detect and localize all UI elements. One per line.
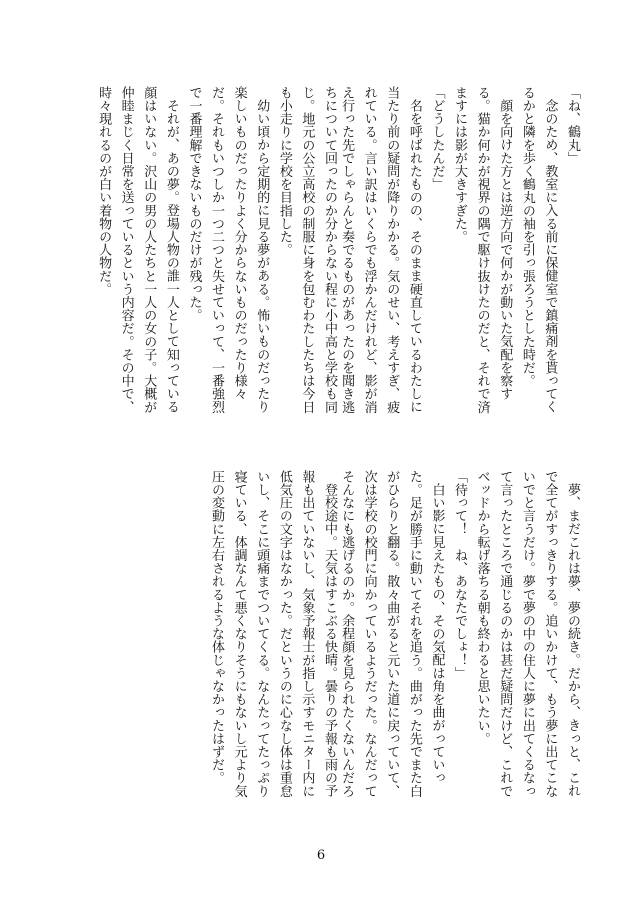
paragraph: 夢、まだこれは夢、夢の続き。だから、きっと、これで全てがすっきりする。追いかけて、もう夢に出てこないでと言うだけ。夢で夢の中の住人に夢に出てくるなって言ったところで通じるのかは甚だ疑問だけど、これでベッドから転げ落ちる朝も終わると思いたい。 [474, 470, 580, 798]
paragraph: 登校途中。天気はすこぶる快晴。曇りの予報も雨の予報も出ていないし、気象予報士が指し示すモニター内に低気圧の文字はなかった。だというのに心なし体は重怠いし、そこに頭痛までついてくる。なんたってたっぷり寝ている、体調なんて悪くなりそうにもないし元より気圧の変動に左右されるような体じゃなかったはずだ。 [209, 470, 337, 798]
paragraph: 幼い頃から定期的に見る夢がある。怖いものだったり楽しいものだったりよく分からないものだったり様々だ。それもいつしか一つ二つと失せていって、一番強烈で一番理解できないものだけが残った。 [186, 86, 270, 414]
lower-right-text-block [338, 470, 583, 806]
paragraph: 「待って！ ね、あなたでしょ！」 [452, 470, 468, 680]
upper-right-text-block [338, 86, 583, 424]
upper-left-text-block [95, 86, 340, 424]
paragraph: 白い影に見えたもの、その気配は角を曲がっていった。足が勝手に動いてそれを追う。曲がった先でまた白がひらりと翻る。散々曲がると元いた道に戻っていて、次は学校の校門に向かっているようだった。なんだってそんなにも逃げるのか。余程顔を見られたくないんだろ [339, 470, 445, 798]
paragraph: それが、あの夢。登場人物の誰一人として知っている顔はいない。沢山の男の人たちと一人の女の子。大概が仲睦まじく日常を送っているという内容だ。その中で、時々現れるのが白い着物の人物だ。 [96, 86, 179, 414]
paragraph: 念のため、教室に入る前に保健室で鎮痛剤を貰ってくるかと隣を歩く鶴丸の袖を引っ張ろうとした時だ。 [519, 86, 558, 414]
paragraph: 名を呼ばれたものの、そのまま硬直しているわたしに当たり前の疑問が降りかかる。気のせい、考えすぎ、疲れている。言い訳はいくらでも浮かんだけれど、影が消え行った先でしゃらんと奏でるものがあったのを聞き逃 [339, 86, 422, 414]
paragraph: 顔を向けた方とは逆方向で何かが動いた気配を察する。猫か何かが視界の隅で駆け抜けたのだと、それで済ますには影が大きすぎた。 [452, 86, 513, 414]
paragraph: 「どうしたんだ」 [429, 86, 445, 191]
page-number: 6 [316, 848, 326, 863]
paragraph: 「ね、鶴丸」 [565, 86, 580, 165]
paragraph: ちについて回ったのか分からない程に小中高と学校も同じ。地元の公立高校の制服に身を包むわたしたちは今日も小走りに学校を目指した。 [276, 86, 337, 414]
lower-left-text-block [95, 470, 340, 806]
